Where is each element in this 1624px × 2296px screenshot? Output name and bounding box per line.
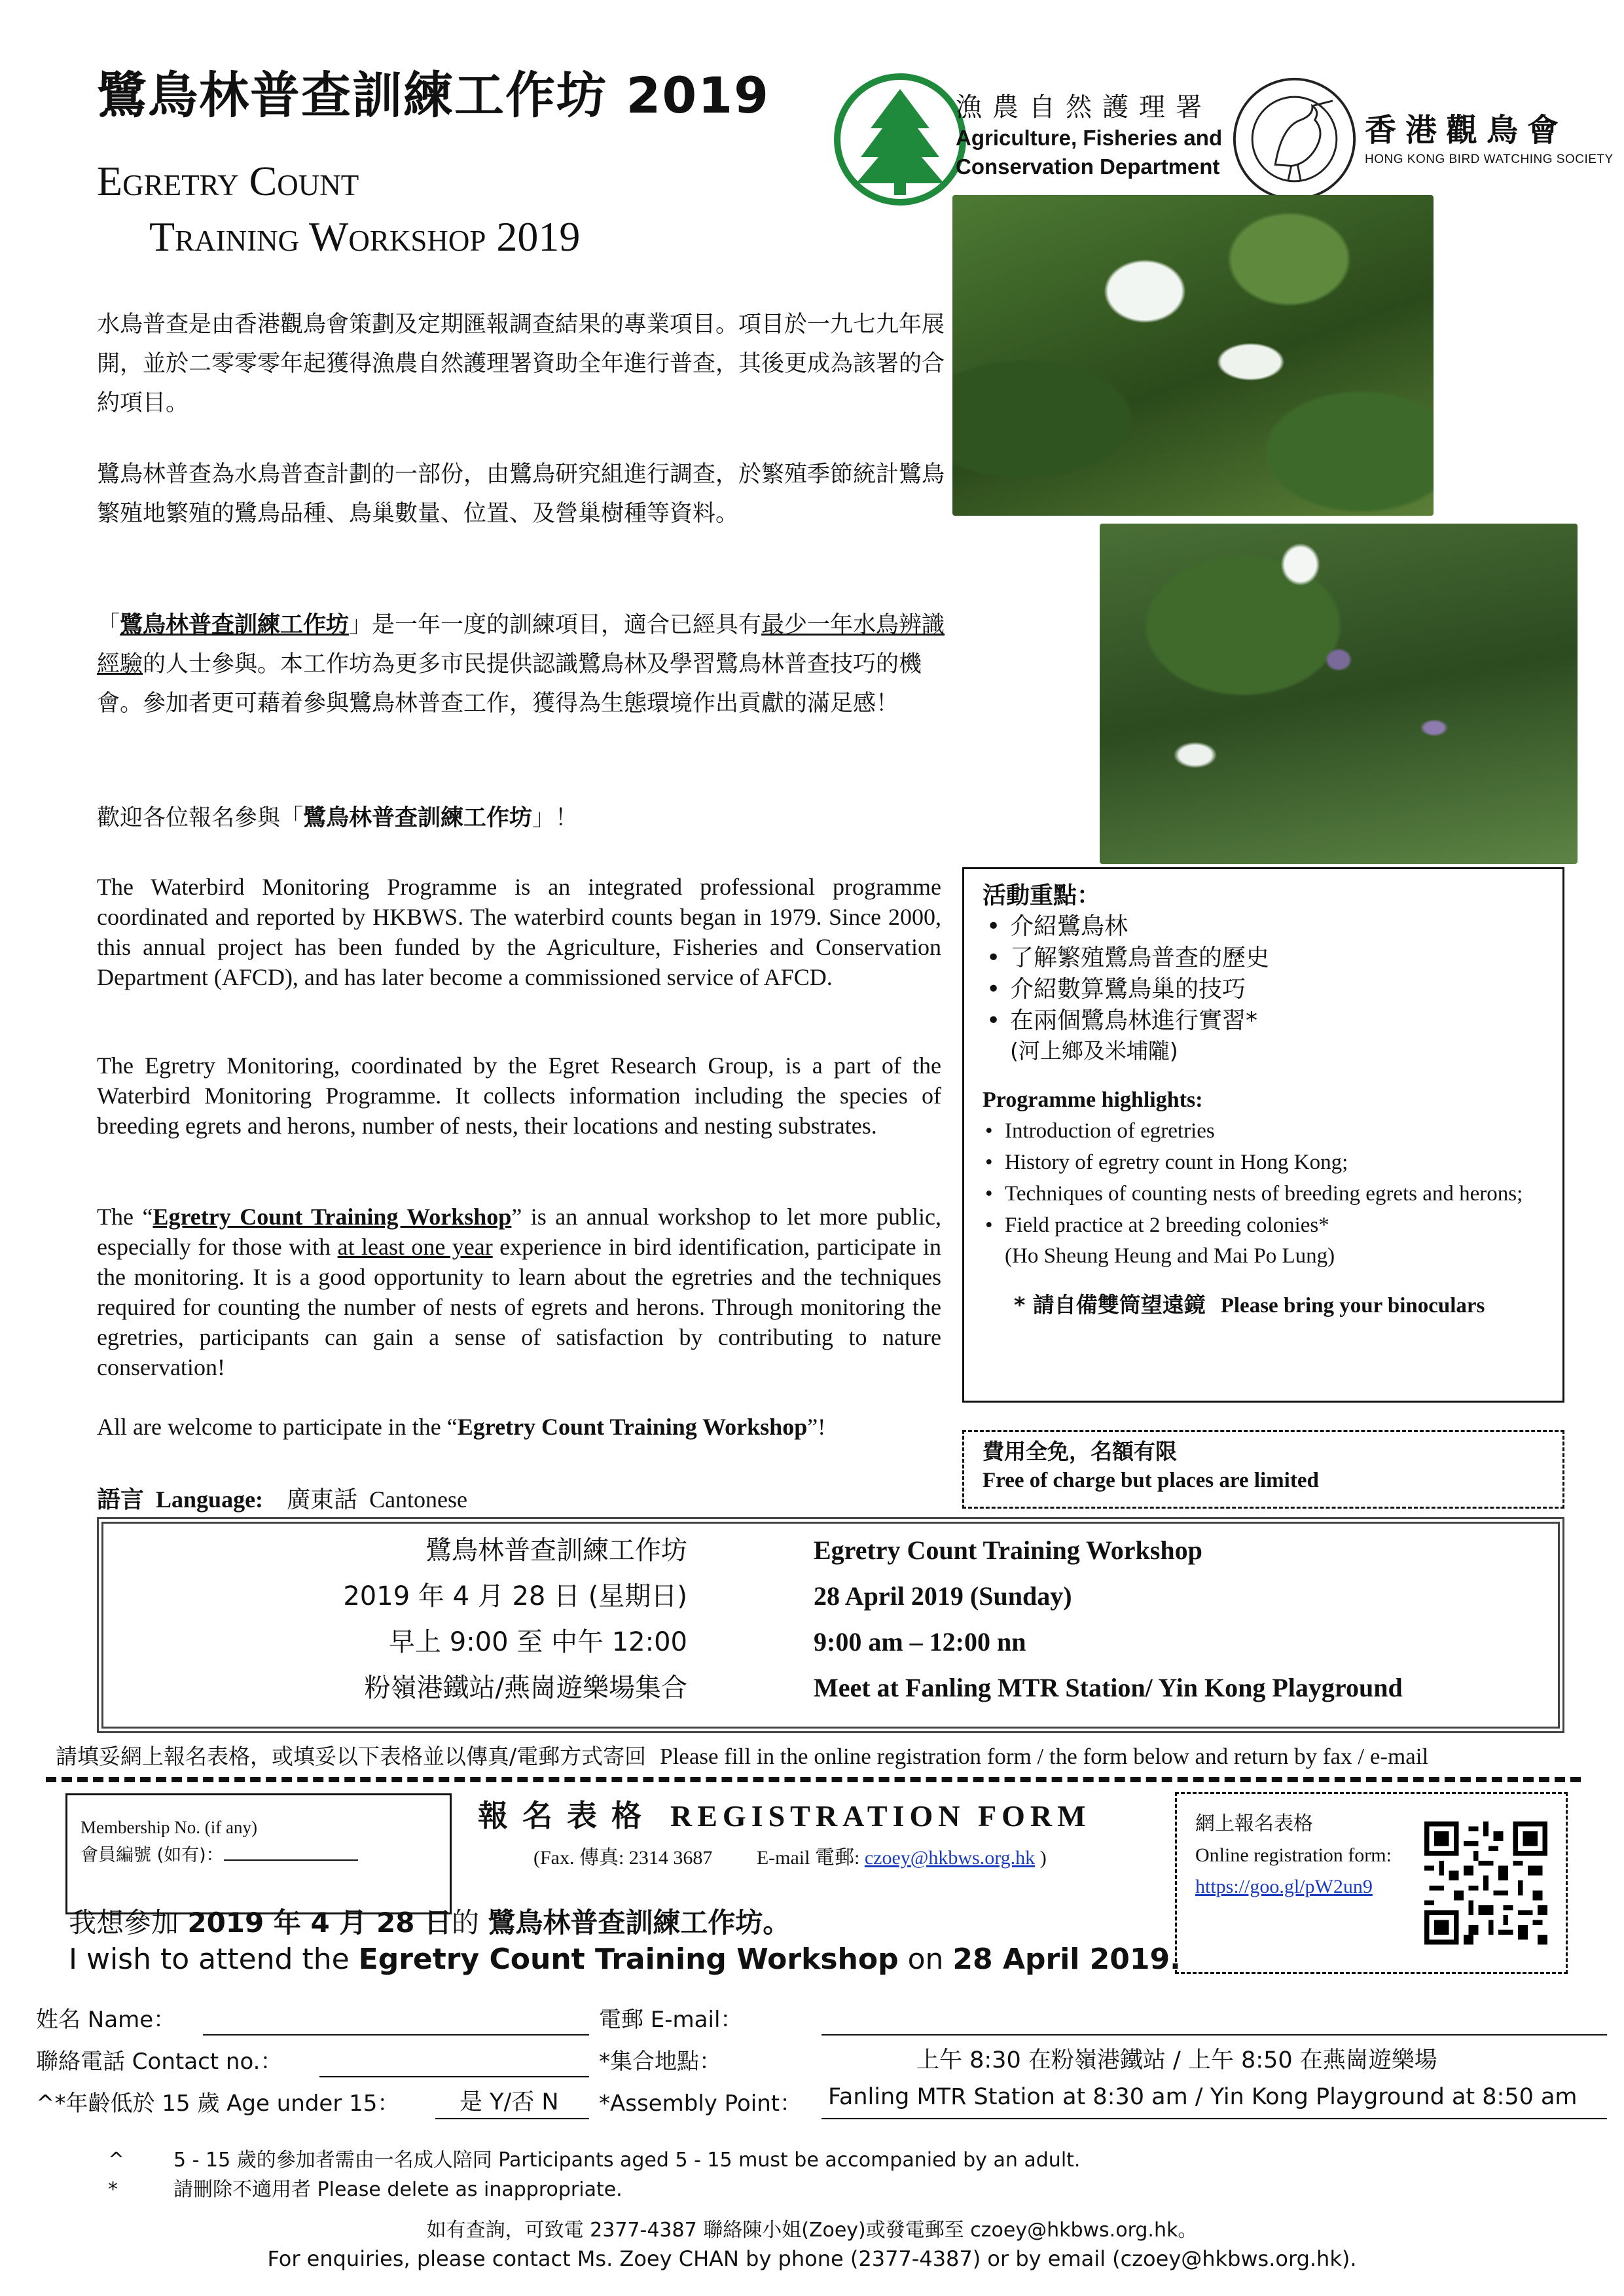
- egretry-photo: [1100, 524, 1578, 864]
- hkbws-logo: [1231, 75, 1358, 203]
- para-text: 歡迎各位報名參與「: [97, 805, 304, 831]
- online-registration-box: [1175, 1792, 1568, 1974]
- afcd-name-zh: 漁農自然護理署: [956, 92, 1212, 122]
- highlight-item-en: • Field practice at 2 breeding colonies*: [983, 1210, 1544, 1241]
- binoculars-note: [983, 1288, 1544, 1319]
- intro-en-para-2: The Egretry Monitoring, coordinated by the Egret Research Group, is a part of the Waterbird Monitoring Programme. It collects information including the species of breeding egrets and herons, number of nests, their locations and nesting substrates.: [97, 1052, 941, 1139]
- event-name-zh: 鷺鳥林普查訓練工作坊: [425, 1535, 687, 1566]
- age-label: ^*年齡低於 15 歲 Age under 15：: [36, 2090, 400, 2117]
- afcd-name: [956, 86, 1222, 181]
- workshop-name-zh: 鷺鳥林普查訓練工作坊: [303, 805, 533, 831]
- language-value-en: Cantonese: [369, 1486, 468, 1513]
- highlight-item-zh: • 介紹鷺鳥林: [983, 911, 1544, 942]
- text: I wish to attend the: [69, 1943, 359, 1976]
- online-form-link[interactable]: https://goo.gl/pW2un9: [1195, 1876, 1373, 1897]
- email-link[interactable]: czoey@hkbws.org.hk: [864, 1847, 1036, 1869]
- quote-open: 「: [97, 612, 120, 638]
- assembly-input-line: [821, 2118, 1607, 2119]
- experience-requirement-zh: 最少一年水鳥辨識經驗: [97, 612, 945, 677]
- registration-title-zh: 報名表格: [478, 1798, 656, 1833]
- intro-zh-para-3: [97, 605, 948, 723]
- return-instructions: [56, 1740, 1428, 1770]
- enquiry-en: For enquiries, please contact Ms. Zoey CHAN by phone (2377-4387) or by email (czoey@hkbws.org.hk).: [267, 2246, 1357, 2271]
- footnote-text: 5 - 15 歲的參加者需由一名成人陪同 Participants aged 5 - 15 must be accompanied by an adult.: [173, 2149, 1081, 2172]
- workshop-name-zh: 鷺鳥林普查訓練工作坊: [120, 612, 350, 638]
- attend-statement-en: [69, 1943, 1181, 1976]
- afcd-name-en-1: Agriculture, Fisheries and: [956, 126, 1223, 150]
- age-input-line: [435, 2118, 589, 2119]
- footnote-age: [108, 2145, 1080, 2175]
- binoculars-note-en: Please bring your binoculars: [1220, 1294, 1485, 1318]
- footnotes: [108, 2145, 1080, 2204]
- highlight-item-zh: • 了解繁殖鷺鳥普查的歷史: [983, 942, 1544, 974]
- online-form-label-zh: 網上報名表格: [1195, 1812, 1313, 1835]
- assembly-label-en: *Assembly Point：: [599, 2090, 803, 2117]
- para-text: 的人士參與。本工作坊為更多市民提供認識鷺鳥林及學習鷺鳥林普查技巧的機會。參加者更可藉着參與鷺鳥林普查工作，獲得為生態環境作出貢獻的滿足感！: [97, 651, 922, 717]
- age-options[interactable]: 是 Y/否 N: [460, 2089, 559, 2115]
- intro-zh-para-4: [97, 798, 948, 838]
- hkbws-name-zh: 香港觀鳥會: [1365, 112, 1568, 149]
- highlight-item-zh: • 在兩個鷺鳥林進行實習*: [983, 1005, 1544, 1037]
- workshop-name-en: Egretry Count Training Workshop: [358, 1943, 899, 1976]
- highlight-note-en: (Ho Sheung Heung and Mai Po Lung): [1005, 1244, 1335, 1268]
- footnote-text: 請刪除不適用者 Please delete as inappropriate.: [173, 2178, 623, 2201]
- event-time-en: 9:00 am – 12:00 nn: [814, 1627, 1026, 1657]
- event-meeting-en: Meet at Fanling MTR Station/ Yin Kong Playground: [814, 1673, 1403, 1702]
- name-label: 姓名 Name：: [36, 2007, 176, 2033]
- title-en-line1: Egretry Count: [97, 158, 359, 204]
- hkbws-name: [1365, 105, 1614, 167]
- footnote-mark: ^: [108, 2149, 125, 2172]
- highlight-item-en: • Techniques of counting nests of breeding egrets and herons;: [983, 1178, 1544, 1210]
- registration-title-en: REGISTRATION FORM: [670, 1799, 1091, 1833]
- assembly-options-zh[interactable]: 上午 8:30 在粉嶺港鐵站 / 上午 8:50 在燕崗遊樂場: [916, 2047, 1437, 2073]
- intro-zh-para-2: 鷺鳥林普查為水鳥普查計劃的一部份，由鷺鳥研究組進行調查，於繁殖季節統計鷺鳥繁殖地繁殖的鷺鳥品種、鳥巢數量、位置、及營巢樹種等資料。: [97, 461, 945, 527]
- footnote-delete: [108, 2175, 1080, 2204]
- highlights-box: [962, 867, 1564, 1403]
- workshop-name-en: Egretry Count Training Workshop: [153, 1204, 512, 1230]
- event-date-en: 28 April 2019 (Sunday): [814, 1581, 1072, 1611]
- language-line: [97, 1481, 467, 1515]
- language-label-zh: 語言: [97, 1486, 145, 1513]
- highlight-item-zh: • 介紹數算鷺鳥巢的技巧: [983, 974, 1544, 1005]
- para-text: 」是一年一度的訓練項目，適合已經具有: [349, 612, 762, 638]
- highlights-title-zh: 活動重點：: [983, 882, 1101, 909]
- experience-requirement-en: at least one year: [337, 1234, 493, 1260]
- text: 我想參加: [69, 1907, 188, 1939]
- intro-zh-para-1: 水鳥普查是由香港觀鳥會策劃及定期匯報調查結果的專業項目。項目於一九七九年展開，並於二零零零年起獲得漁農自然護理署資助全年進行普查，其後更成為該署的合約項目。: [97, 312, 945, 416]
- title-en-line2: Training Workshop 2019: [149, 213, 581, 260]
- para-text: ” is an annual workshop to let more public, especially for those with: [97, 1204, 942, 1260]
- name-input[interactable]: [203, 2034, 589, 2036]
- registration-contact: [533, 1841, 1047, 1870]
- event-name-en: Egretry Count Training Workshop: [814, 1535, 1202, 1565]
- egret-nest-photo: [952, 195, 1434, 516]
- para-text: All are welcome to participate in the “: [97, 1414, 458, 1440]
- afcd-logo: [831, 71, 969, 208]
- contact-close: ): [1039, 1847, 1047, 1869]
- highlights-title-en: Programme highlights:: [983, 1088, 1203, 1112]
- fee-note-en: Free of charge but places are limited: [983, 1469, 1319, 1492]
- membership-label-zh: 會員編號 (如有)：: [81, 1845, 224, 1865]
- text: 的: [452, 1907, 488, 1939]
- hkbws-name-en: HONG KONG BIRD WATCHING SOCIETY: [1365, 152, 1614, 166]
- highlight-note-zh: (河上鄉及米埔隴): [1010, 1038, 1178, 1064]
- intro-en-para-4: [97, 1412, 941, 1442]
- language-value-zh: 廣東話: [287, 1486, 358, 1513]
- workshop-name-zh: 鷺鳥林普查訓練工作坊。: [488, 1907, 791, 1939]
- intro-en-para-3: [97, 1202, 941, 1382]
- event-date-zh: 2019 年 4 月 28 日 (星期日): [343, 1581, 687, 1611]
- workshop-name-en: Egretry Count Training Workshop: [457, 1414, 808, 1440]
- fax-number: (Fax. 傳真: 2314 3687: [533, 1847, 713, 1869]
- para-text: The “: [97, 1204, 153, 1230]
- assembly-options-en[interactable]: Fanling MTR Station at 8:30 am / Yin Kong Playground at 8:50 am: [828, 2084, 1578, 2110]
- event-time-zh: 早上 9:00 至 中午 12:00: [389, 1627, 687, 1657]
- intro-en-para-1: The Waterbird Monitoring Programme is an integrated professional programme coordinated and reported by HKBWS. The waterbird counts began in 1979. Since 2000, this annual project has been funded by the Agriculture, Fisheries and Conservation Department (AFCD), and has later become a commissioned service of AFCD.: [97, 874, 941, 990]
- contact-input[interactable]: [319, 2076, 589, 2077]
- event-details-box: [97, 1517, 1564, 1733]
- cut-line: [46, 1777, 1581, 1782]
- membership-field[interactable]: [81, 1841, 437, 1869]
- para-text: ”!: [807, 1414, 826, 1440]
- attend-date-en: 28 April 2019.: [952, 1943, 1181, 1976]
- return-instructions-en: Please fill in the online registration form / the form below and return by fax / e-mail: [660, 1744, 1429, 1769]
- fee-box: [962, 1430, 1564, 1509]
- text: on: [898, 1943, 953, 1976]
- membership-label-en: Membership No. (if any): [81, 1818, 257, 1837]
- email-label: E-mail 電郵:: [756, 1847, 860, 1869]
- membership-box: [65, 1793, 452, 1914]
- qr-code-icon: [1424, 1821, 1547, 1945]
- membership-input-line[interactable]: [224, 1859, 358, 1861]
- email-input[interactable]: [821, 2034, 1607, 2036]
- para-text: 」！: [532, 805, 579, 831]
- afcd-name-en-2: Conservation Department: [956, 154, 1220, 179]
- enquiry-zh: 如有查詢，可致電 2377-4387 聯絡陳小姐(Zoey)或發電郵至 czoey@hkbws.org.hk。: [426, 2219, 1198, 2242]
- registration-form-title: [478, 1792, 1091, 1835]
- title-zh: 鷺鳥林普查訓練工作坊 2019: [97, 66, 770, 124]
- event-meeting-zh: 粉嶺港鐵站/燕崗遊樂場集合: [364, 1673, 687, 1703]
- attend-statement-zh: [69, 1901, 790, 1941]
- online-form-label-en: Online registration form:: [1195, 1844, 1392, 1866]
- highlight-item-en: • Introduction of egretries: [983, 1115, 1544, 1147]
- email-field-label: 電郵 E-mail：: [599, 2007, 743, 2033]
- assembly-label-zh: *集合地點：: [599, 2049, 721, 2075]
- highlight-item-en: • History of egretry count in Hong Kong;: [983, 1147, 1544, 1178]
- binoculars-note-zh: * 請自備雙筒望遠鏡: [1014, 1292, 1206, 1318]
- footnote-mark: *: [108, 2178, 118, 2201]
- para-text: experience in bird identification, participate in the monitoring. It is a good opportunity to learn about the egretries and the techniques required for counting the number of nests of egrets and herons. Through monitoring the egretries, participants can gain a sense of satisfaction by contributing to nature conservation!: [97, 1234, 941, 1380]
- fee-note-zh: 費用全免，名額有限: [983, 1439, 1177, 1464]
- attend-date-zh: 2019 年 4 月 28 日: [187, 1907, 452, 1939]
- contact-label: 聯絡電話 Contact no.：: [36, 2049, 283, 2075]
- language-label-en: Language:: [156, 1486, 264, 1513]
- return-instructions-zh: 請填妥網上報名表格，或填妥以下表格並以傳真/電郵方式寄回: [56, 1744, 647, 1769]
